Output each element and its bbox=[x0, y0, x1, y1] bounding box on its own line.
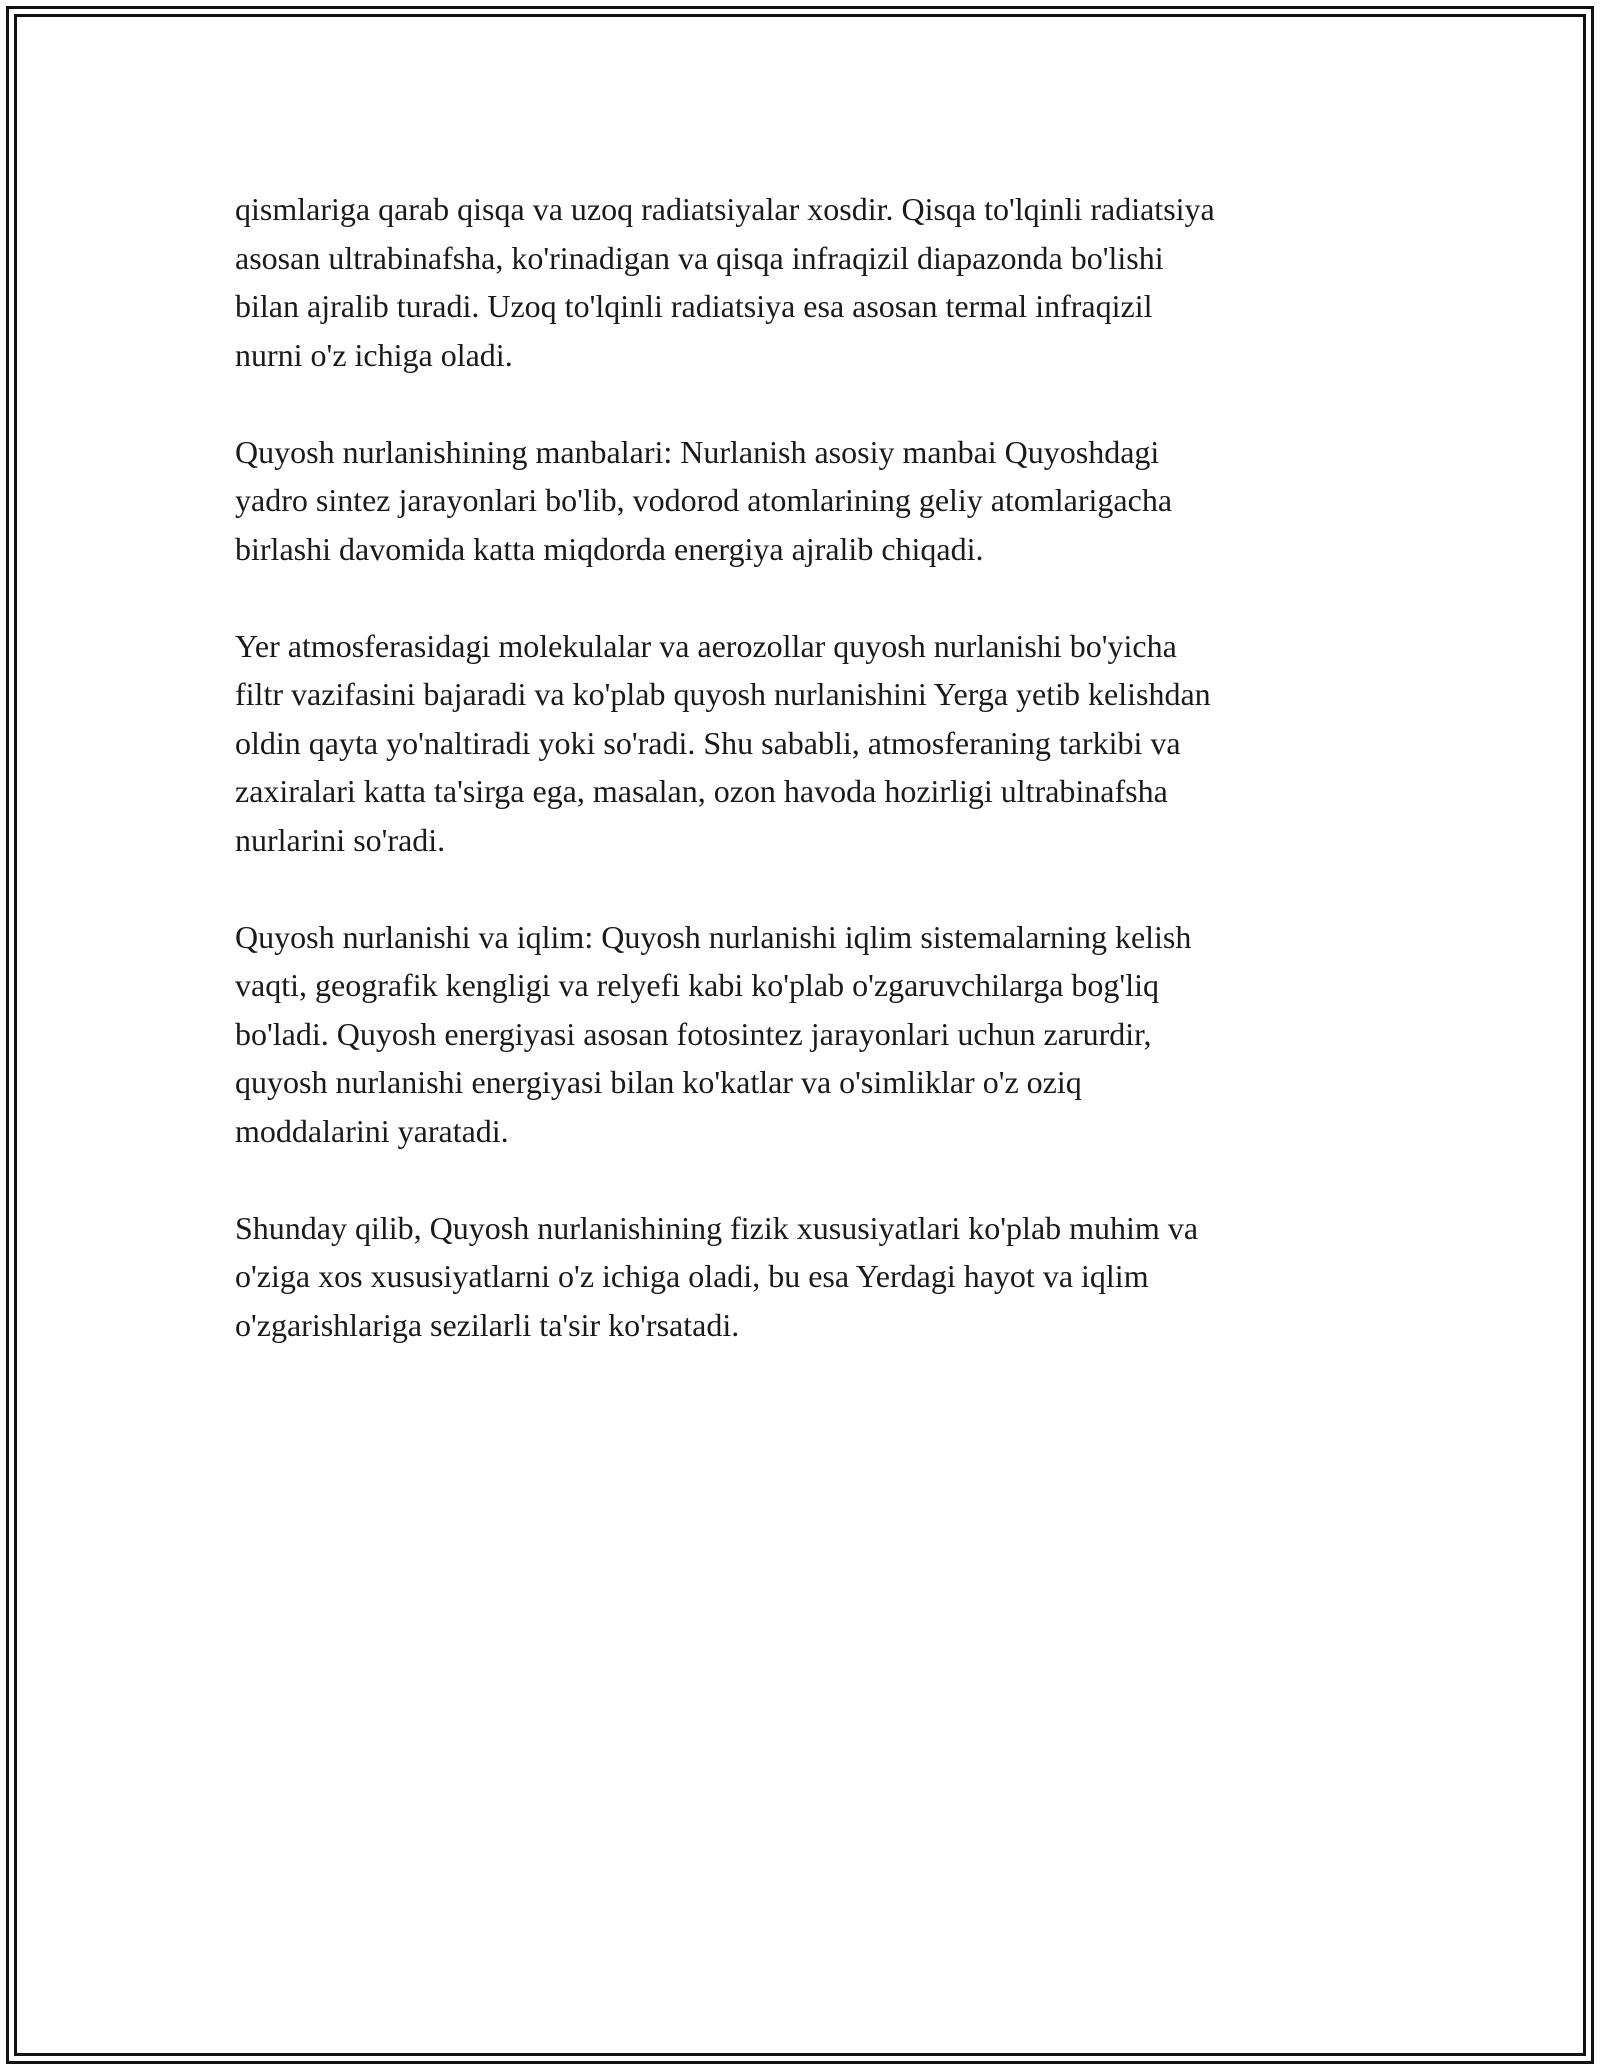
paragraph-radiation-climate: Quyosh nurlanishi va iqlim: Quyosh nurlanishi iqlim sistemalarning kelish vaqti, geografik kengligi va relyefi kabi ko'plab o'zgaruvchilarga bog'liq bo'ladi. Quyosh energiyasi asosan fotosintez jarayonlari uchun zarurdir, quyosh nurlanishi energiyasi bilan ko'katlar va o'simliklar o'z oziq moddalarini yaratadi. bbox=[235, 918, 1192, 1149]
paragraph-radiation-types: qismlariga qarab qisqa va uzoq radiatsiyalar xosdir. Qisqa to'lqinli radiatsiya asosan ultrabinafsha, ko'rinadigan va qisqa infraqizil diapazonda bo'lishi bilan ajralib turadi. Uzoq to'lqinli radiatsiya esa asosan termal infraqizil nurni o'z ichiga oladi. bbox=[235, 191, 1215, 373]
document-body bbox=[235, 185, 1385, 1398]
paragraph-radiation-sources: Quyosh nurlanishining manbalari: Nurlanish asosiy manbai Quyoshdagi yadro sintez jarayonlari bo'lib, vodorod atomlarining geliy atomlarigacha birlashi davomida katta miqdorda energiya ajralib chiqadi. bbox=[235, 433, 1173, 567]
paragraph-atmosphere: Yer atmosferasidagi molekulalar va aerozollar quyosh nurlanishi bo'yicha filtr vazifasini bajaradi va ko'plab quyosh nurlanishini Yerga yetib kelishdan oldin qayta yo'naltiradi yoki so'radi. Shu sababli, atmosferaning tarkibi va zaxiralari katta ta'sirga ega, masalan, ozon havoda hozirligi ultrabinafsha nurlarini so'radi. bbox=[235, 627, 1211, 858]
paragraph-conclusion: Shunday qilib, Quyosh nurlanishining fizik xususiyatlari ko'plab muhim va o'ziga xos xususiyatlarni o'z ichiga oladi, bu esa Yerdagi hayot va iqlim o'zgarishlariga sezilarli ta'sir ko'rsatadi. bbox=[235, 1209, 1199, 1343]
